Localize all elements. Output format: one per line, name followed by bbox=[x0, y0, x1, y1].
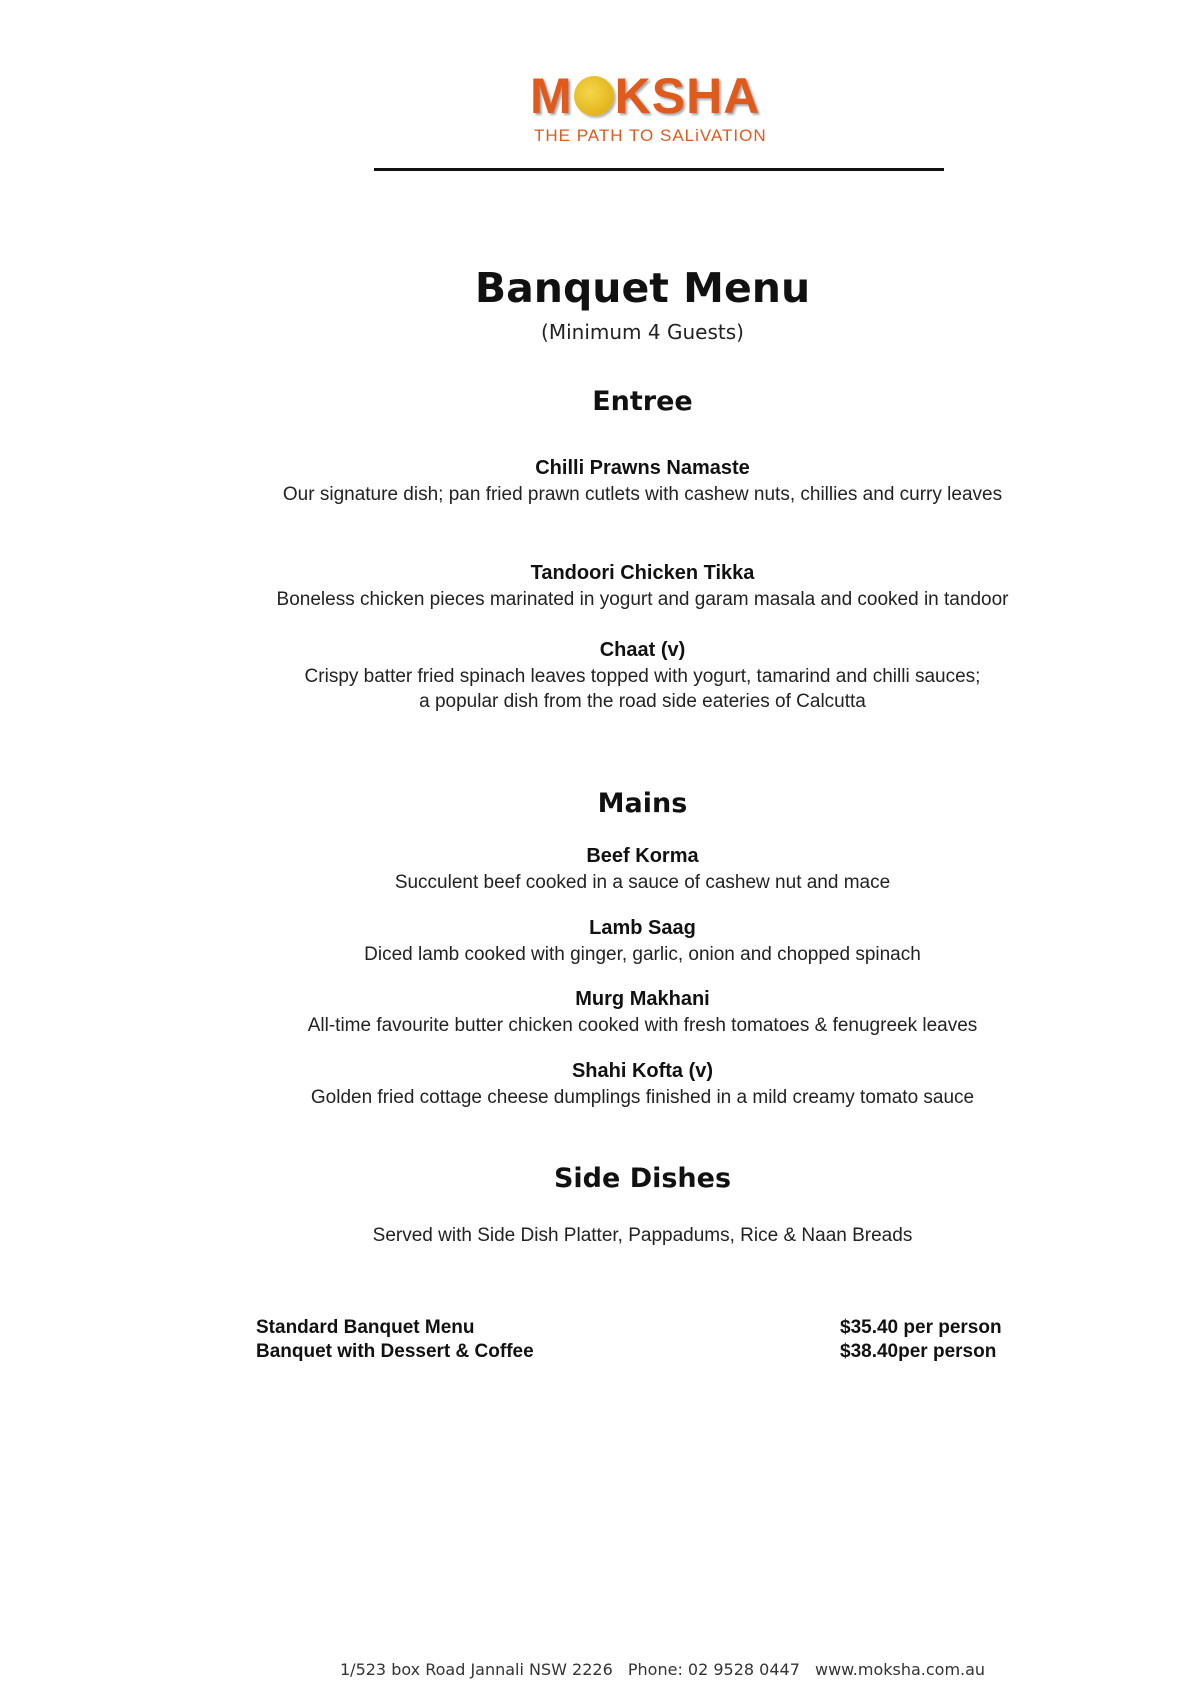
logo-tagline: THE PATH TO SALiVATION bbox=[534, 126, 767, 145]
menu-item-name: Lamb Saag bbox=[589, 917, 696, 939]
price-label: Banquet with Dessert & Coffee bbox=[256, 1341, 534, 1362]
menu-item-name: Chilli Prawns Namaste bbox=[535, 457, 750, 479]
menu-item-description: Succulent beef cooked in a sauce of cashew nut and mace bbox=[394, 872, 891, 893]
menu-item-name: Murg Makhani bbox=[575, 988, 710, 1010]
menu-item-name: Tandoori Chicken Tikka bbox=[530, 562, 755, 584]
logo-wordmark: M KSHA bbox=[530, 68, 761, 124]
menu-item-name: Beef Korma bbox=[586, 845, 699, 867]
menu-item-description: Boneless chicken pieces marinated in yogurt and garam masala and cooked in tandoor bbox=[276, 589, 1009, 610]
price-label: Standard Banquet Menu bbox=[256, 1317, 475, 1338]
section-heading-entree: Entree bbox=[592, 386, 693, 417]
price-value: $35.40 per person bbox=[840, 1317, 1002, 1338]
section-heading-side-dishes: Side Dishes bbox=[553, 1163, 732, 1194]
menu-item-description: a popular dish from the road side eateries of Calcutta bbox=[419, 691, 866, 712]
footer-contact bbox=[340, 1660, 995, 1679]
header-divider bbox=[374, 168, 944, 171]
menu-item-name: Shahi Kofta (v) bbox=[571, 1060, 714, 1082]
sun-icon bbox=[574, 76, 614, 116]
footer-phone: Phone: 02 9528 0447 bbox=[627, 1660, 800, 1679]
menu-item-description: All-time favourite butter chicken cooked with fresh tomatoes & fenugreek leaves bbox=[307, 1015, 978, 1036]
footer-address: 1/523 box Road Jannali NSW 2226 bbox=[340, 1660, 613, 1679]
menu-item-description: Golden fried cottage cheese dumplings finished in a mild creamy tomato sauce bbox=[310, 1087, 975, 1108]
menu-item-description: Our signature dish; pan fried prawn cutlets with cashew nuts, chillies and curry leaves bbox=[282, 484, 1003, 505]
menu-item-name: Chaat (v) bbox=[599, 639, 686, 661]
section-heading-mains: Mains bbox=[597, 788, 688, 819]
price-value: $38.40per person bbox=[840, 1341, 997, 1362]
menu-item-description: Diced lamb cooked with ginger, garlic, onion and chopped spinach bbox=[364, 944, 921, 965]
footer-website-link[interactable]: www.moksha.com.au bbox=[814, 1660, 986, 1679]
side-dishes-description: Served with Side Dish Platter, Pappadums, Rice & Naan Breads bbox=[372, 1225, 913, 1246]
moksha-logo bbox=[530, 68, 790, 148]
page-subtitle: (Minimum 4 Guests) bbox=[541, 320, 744, 344]
page-title: Banquet Menu bbox=[474, 264, 811, 312]
menu-item-description: Crispy batter fried spinach leaves topped with yogurt, tamarind and chilli sauces; bbox=[304, 666, 981, 687]
